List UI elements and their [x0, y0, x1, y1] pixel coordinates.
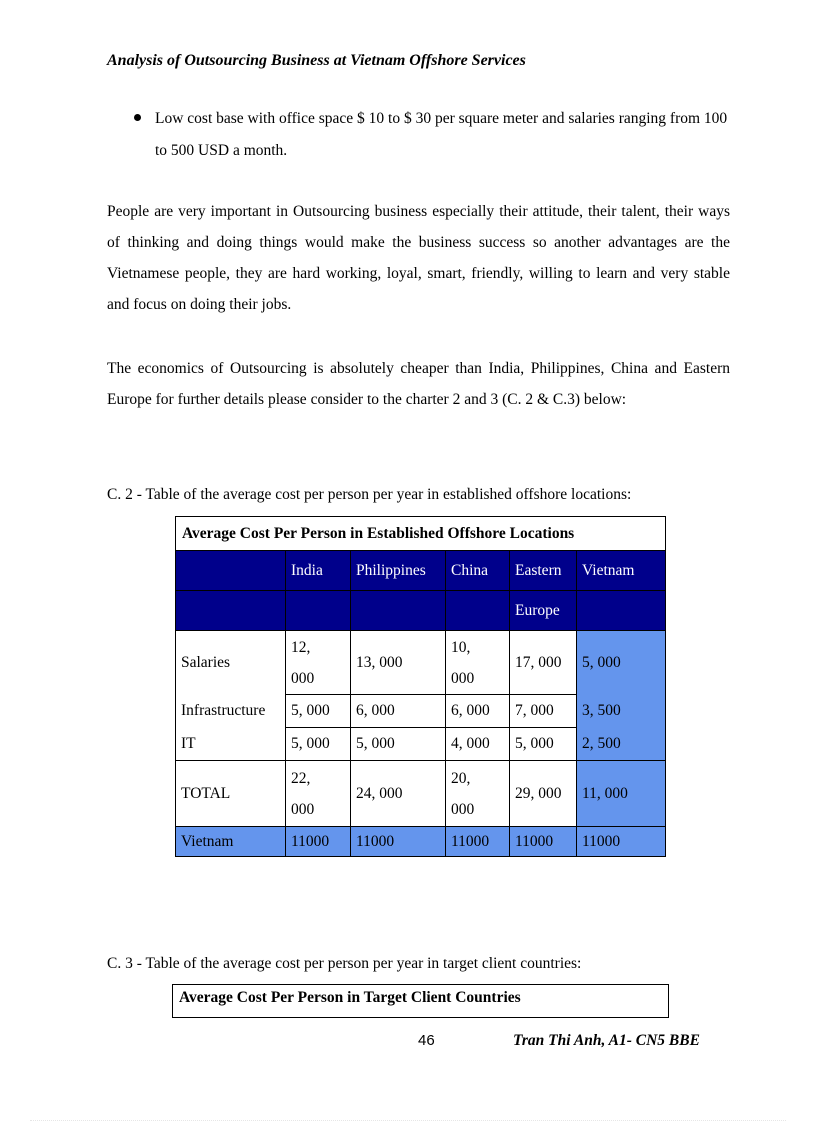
bullet-icon	[134, 114, 141, 121]
paragraph-economics: The economics of Outsourcing is absolutely cheaper than India, Philippines, China and Eastern Europe for further details please consider to the charter 2 and 3 (C. 2 & C.3) below:	[107, 360, 730, 408]
table-cell: 4, 000	[446, 728, 510, 761]
table-row	[176, 728, 666, 761]
header-empty	[176, 551, 286, 591]
table-cell: 6, 000	[351, 695, 446, 728]
table-cell: 17, 000	[510, 631, 577, 695]
table-cell: 10, 000	[446, 631, 510, 695]
bullet-text: Low cost base with office space $ 10 to $ 30 per square meter and salaries ranging from 100 to 500 USD a month.	[155, 110, 728, 159]
header-eastern: Eastern	[510, 551, 577, 591]
table-row	[176, 761, 666, 827]
table-cell-highlight: 3, 500	[577, 695, 666, 728]
table2-caption: C. 3 - Table of the average cost per person per year in target client countries:	[107, 955, 582, 972]
row-label-infrastructure: Infrastructure	[176, 695, 286, 728]
row-label-salaries: Salaries	[176, 631, 286, 695]
table-cell: 5, 000	[510, 728, 577, 761]
table-cell: 5, 000	[351, 728, 446, 761]
table-cell-highlight: 5, 000	[577, 631, 666, 695]
document-header: Analysis of Outsourcing Business at Vietnam Offshore Services	[107, 52, 526, 69]
table-cell: 5, 000	[286, 728, 351, 761]
table-row	[176, 695, 666, 728]
page-number: 46	[418, 1032, 435, 1049]
header-vietnam: Vietnam	[577, 551, 666, 591]
table-row	[176, 631, 666, 695]
table-cell: 11000	[446, 827, 510, 857]
page-bottom-divider	[30, 1120, 786, 1121]
footer-author: Tran Thi Anh, A1- CN5 BBE	[513, 1032, 700, 1049]
table-cell: 22, 000	[286, 761, 351, 827]
header-europe: Europe	[510, 591, 577, 631]
header-china: China	[446, 551, 510, 591]
table-cell: 13, 000	[351, 631, 446, 695]
table-cell: 29, 000	[510, 761, 577, 827]
table-cell: 24, 000	[351, 761, 446, 827]
table1-title: Average Cost Per Person in Established Offshore Locations	[176, 517, 666, 551]
header-india: India	[286, 551, 351, 591]
table2-title: Average Cost Per Person in Target Client Countries	[172, 984, 669, 1018]
table1-header-row	[176, 551, 666, 591]
table-cell: 7, 000	[510, 695, 577, 728]
row-label-total: TOTAL	[176, 761, 286, 827]
header-philippines: Philippines	[351, 551, 446, 591]
table-cell-highlight: 11, 000	[577, 761, 666, 827]
paragraph-people: People are very important in Outsourcing business especially their attitude, their talent, their ways of thinking and doing things would make the business success so another advantages are the Vietnamese people, they are hard working, loyal, smart, friendly, willing to learn and very stable and focus on doing their jobs.	[107, 203, 730, 313]
row-label-it: IT	[176, 728, 286, 761]
table-cell: 11000	[286, 827, 351, 857]
cost-table-offshore	[175, 516, 666, 857]
table-cell: 11000	[510, 827, 577, 857]
table-row-vietnam	[176, 827, 666, 857]
table-cell-highlight: 2, 500	[577, 728, 666, 761]
table-cell: 20, 000	[446, 761, 510, 827]
table-cell: 5, 000	[286, 695, 351, 728]
table-cell: 12, 000	[286, 631, 351, 695]
table-cell: 6, 000	[446, 695, 510, 728]
row-label-vietnam: Vietnam	[176, 827, 286, 857]
table-cell: 11000	[351, 827, 446, 857]
table1-header-row-2	[176, 591, 666, 631]
table-cell: 11000	[577, 827, 666, 857]
table1-caption: C. 2 - Table of the average cost per person per year in established offshore locations:	[107, 486, 632, 503]
